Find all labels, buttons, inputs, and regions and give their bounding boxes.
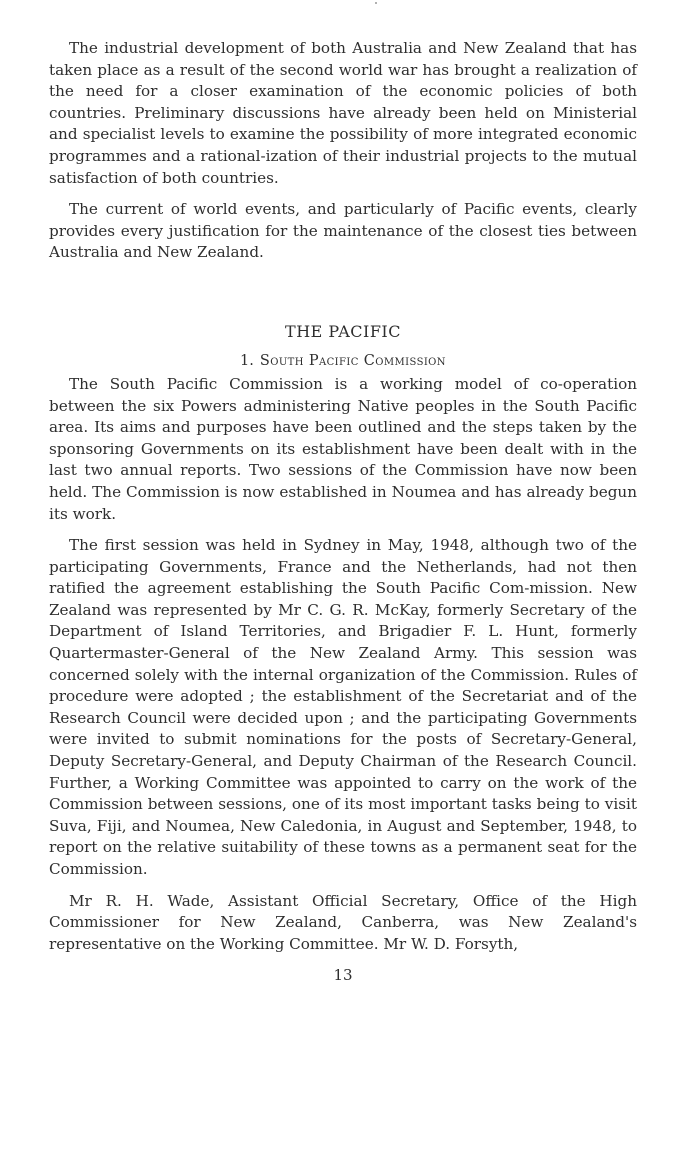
paragraph-commission-overview: The South Pacific Commission is a working model of co-operation between the six Powers administering Native peoples in the South Pacific area. Its aims and purposes have been outlined and the steps taken by the sponsoring Governments on its establishment have been dealt with in the last two annual reports. Two sessions of the Commission have now been held. The Commission is now established in Noumea and has already begun its work. — [49, 374, 637, 523]
scan-mark — [375, 2, 377, 4]
document-page — [49, 38, 637, 987]
paragraph-world-events: The current of world events, and particularly of Pacific events, clearly provides every justification for the maintenance of the closest ties between Australia and New Zealand. — [49, 200, 637, 262]
paragraph-industrial-development: The industrial development of both Australia and New Zealand that has taken place as a result of the second world war has brought a realization of the need for a closer examination of the economic policies of both countries. Preliminary discussions have already been held on Ministerial and specialist levels to examine the possibility of more integrated economic programmes and a rational-ization of their industrial projects to the mutual satisfaction of both countries. — [49, 39, 637, 187]
page-number: 13 — [333, 966, 353, 985]
subsection-title: South Pacific Commission — [259, 352, 446, 369]
paragraph-first-session: The first session was held in Sydney in May, 1948, although two of the participating Governments, France and the Netherlands, had not then ratified the agreement establishing the South Pacific Com-mission. New Zealand was represented by Mr C. G. R. McKay, formerly Secretary of the Department of Island Territories, and Brigadier F. L. Hunt, formerly Quartermaster-General of the New Zealand Army. This session was concerned solely with the internal organization of the Commission. Rules of procedure were adopted ; the establishment of the Secretariat and of the Research Council were decided upon ; and the participating Governments were invited to submit nominations for the posts of Secretary-General, Deputy Secretary-General, and Deputy Chairman of the Research Council. Further, a Working Committee was appointed to carry on the work of the Commission between sessions, one of its most important tasks being to visit Suva, Fiji, and Noumea, New Caledonia, in August and September, 1948, to report on the relative suitability of these towns as a permanent seat for the Commission. — [49, 536, 637, 878]
section-heading: THE PACIFIC — [285, 321, 401, 341]
subsection-heading — [49, 350, 637, 372]
subsection-number: 1. — [240, 352, 254, 369]
paragraph-working-committee: Mr R. H. Wade, Assistant Official Secretary, Office of the High Commissioner for New Zealand, Canberra, was New Zealand's representative on the Working Committee. Mr W. D. Forsyth, — [49, 891, 637, 953]
